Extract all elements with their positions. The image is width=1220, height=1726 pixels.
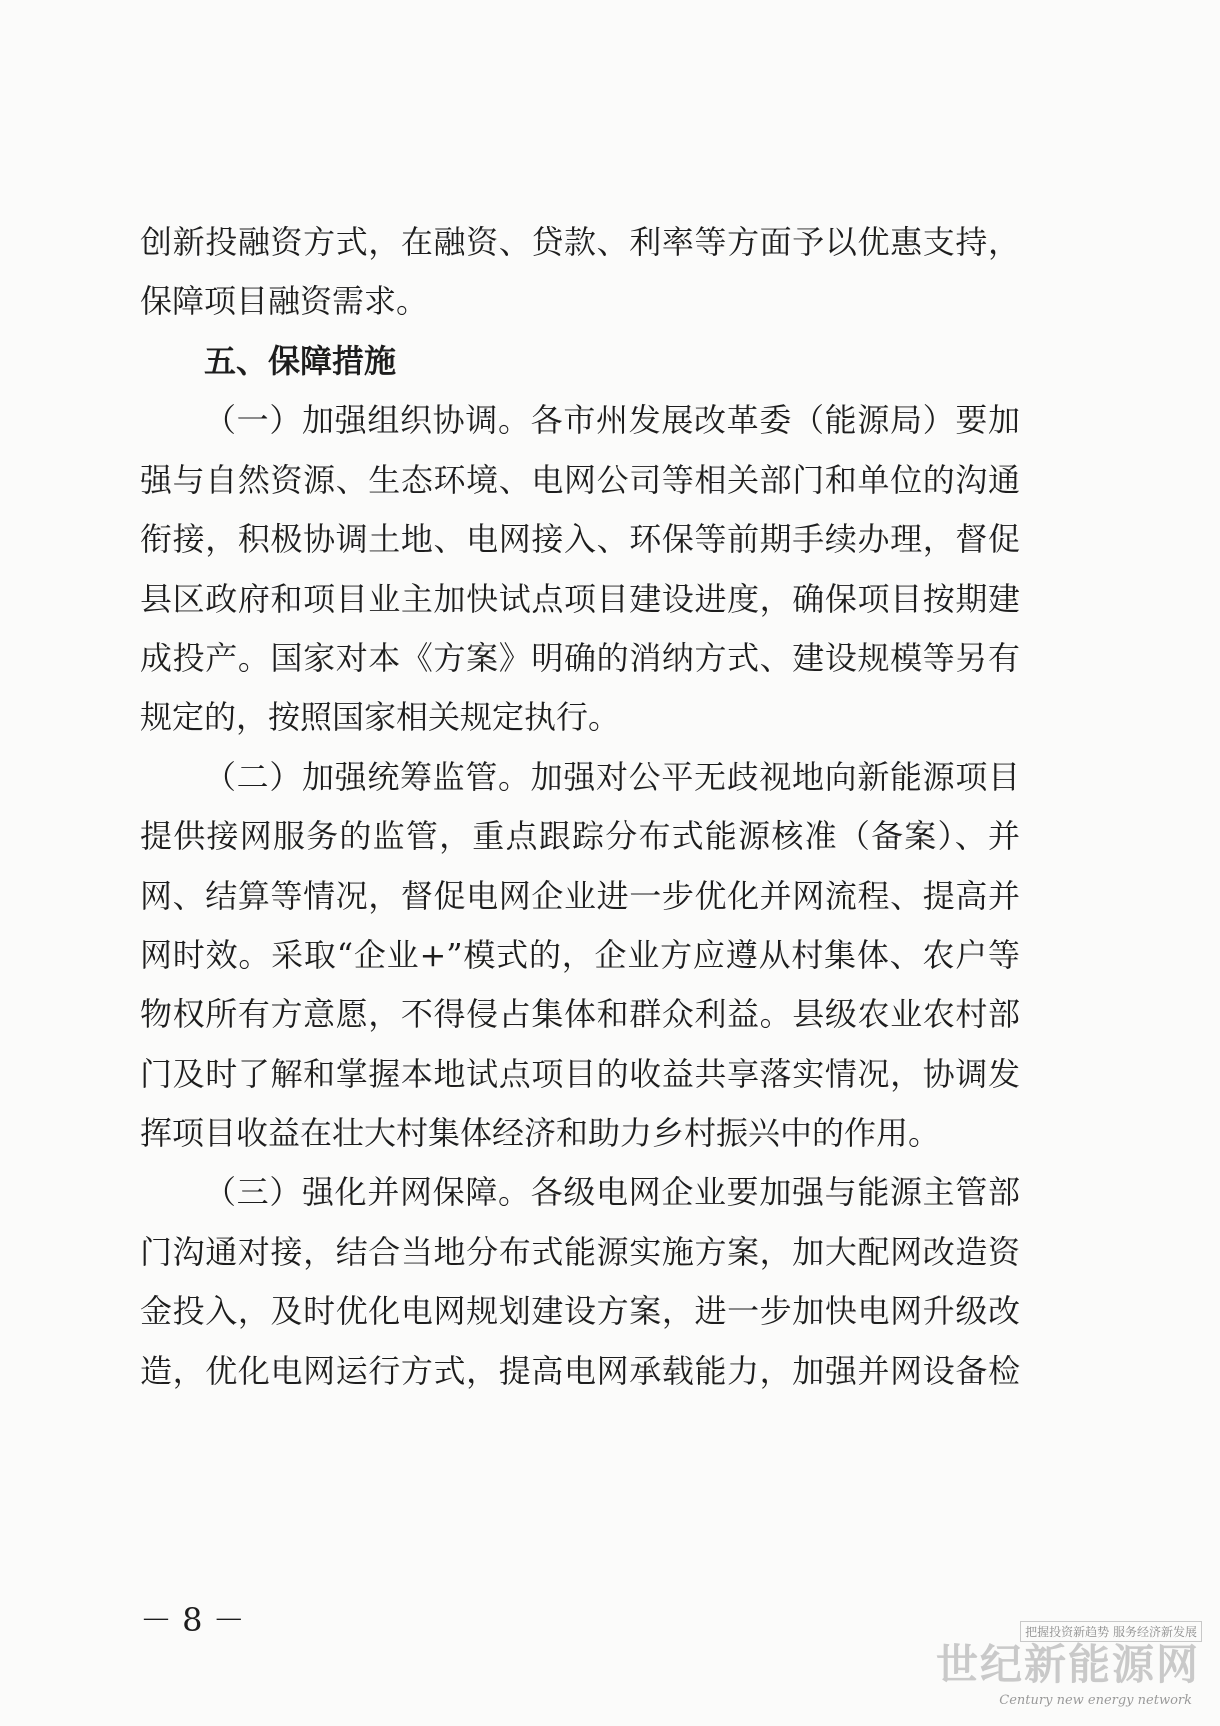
text-line: 创新投融资方式，在融资、贷款、利率等方面予以优惠支持， xyxy=(140,223,1020,261)
text-line: 保障项目融资需求。 xyxy=(140,282,429,320)
paragraph-line: 规定的，按照国家相关规定执行。 xyxy=(140,698,621,736)
paragraph-line: 网时效。采取“企业+”模式的，企业方应遵从村集体、农户等 xyxy=(140,936,1020,974)
paragraph-line: 成投产。国家对本《方案》明确的消纳方式、建设规模等另有 xyxy=(140,639,1020,677)
paragraph-line: 门及时了解和掌握本地试点项目的收益共享落实情况，协调发 xyxy=(140,1055,1020,1093)
paragraph-line: 网、结算等情况，督促电网企业进一步优化并网流程、提高并 xyxy=(140,877,1020,915)
paragraph-line: （二）加强统筹监管。加强对公平无歧视地向新能源项目 xyxy=(204,758,1020,796)
paragraph-line: （一）加强组织协调。各市州发展改革委（能源局）要加 xyxy=(204,401,1020,439)
paragraph-line: 衔接，积极协调土地、电网接入、环保等前期手续办理，督促 xyxy=(140,520,1020,558)
page-number: － 8 － xyxy=(140,1601,245,1639)
paragraph-line: 金投入，及时优化电网规划建设方案，进一步加快电网升级改 xyxy=(140,1292,1020,1330)
paragraph-line: 强与自然资源、生态环境、电网公司等相关部门和单位的沟通 xyxy=(140,461,1020,499)
paragraph-line: 提供接网服务的监管，重点跟踪分布式能源核准（备案）、并 xyxy=(140,817,1020,855)
paragraph-line: 物权所有方意愿，不得侵占集体和群众利益。县级农业农村部 xyxy=(140,995,1020,1033)
paragraph-line: （三）强化并网保障。各级电网企业要加强与能源主管部 xyxy=(204,1173,1020,1211)
watermark-english: Century new energy network xyxy=(999,1693,1192,1708)
section-heading: 五、保障措施 xyxy=(204,342,397,380)
watermark-logo-text: 世纪新能源网 xyxy=(935,1640,1200,1689)
paragraph-line: 造，优化电网运行方式，提高电网承载能力，加强并网设备检 xyxy=(140,1352,1020,1390)
watermark-tagline: 把握投资新趋势 服务经济新发展 xyxy=(1020,1621,1202,1642)
paragraph-line: 县区政府和项目业主加快试点项目建设进度，确保项目按期建 xyxy=(140,580,1020,618)
site-watermark xyxy=(935,1621,1204,1716)
paragraph-line: 挥项目收益在壮大村集体经济和助力乡村振兴中的作用。 xyxy=(140,1114,941,1152)
paragraph-line: 门沟通对接，结合当地分布式能源实施方案，加大配网改造资 xyxy=(140,1233,1020,1271)
